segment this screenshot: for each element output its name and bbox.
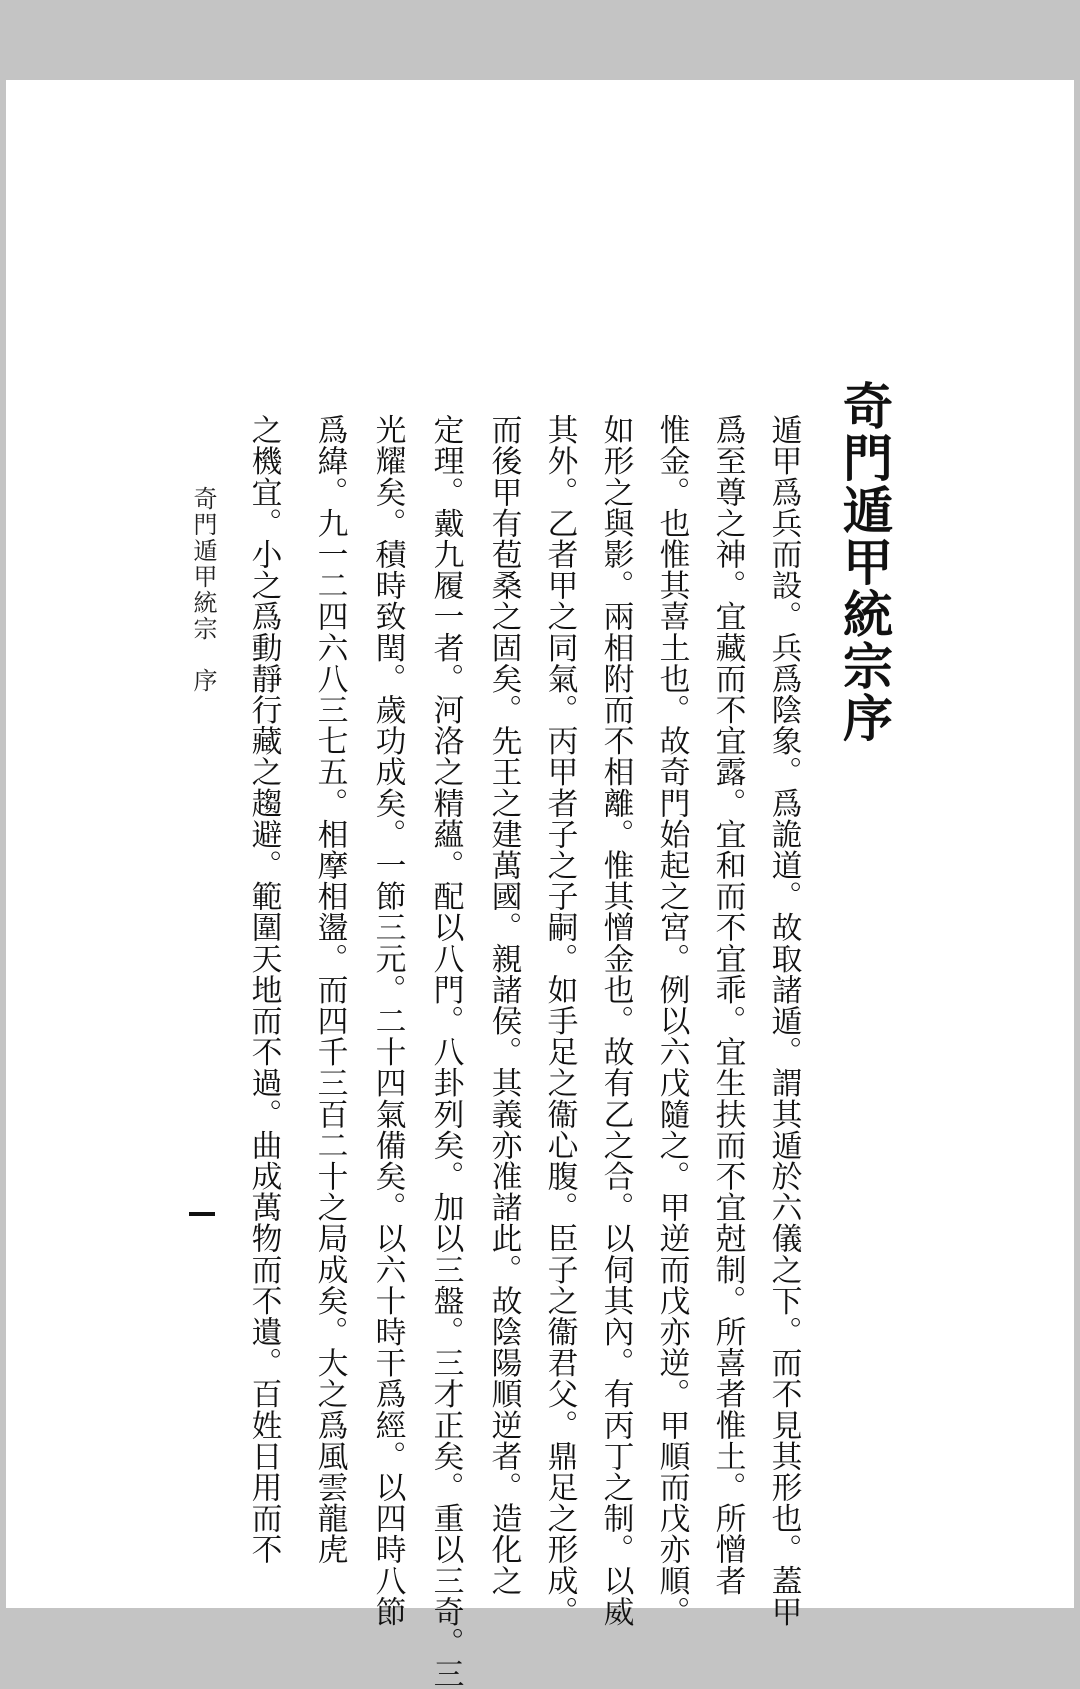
page-number (189, 1212, 215, 1216)
text-column-8: 光耀矣。積時致閏。歲功成矣。一節三元。二十四氣備矣。以六十時干爲經。以四時八節 (370, 414, 406, 1627)
page-title: 奇門遁甲統宗序 (835, 380, 894, 744)
text-column-3: 惟金。也惟其喜土也。故奇門始起之宮。例以六戊隨之。甲逆而戊亦逆。甲順而戊亦順。 (654, 414, 690, 1627)
text-column-9: 爲緯。九一二四六八三七五。相摩相盪。而四千三百二十之局成矣。大之爲風雲龍虎 (312, 414, 348, 1565)
text-column-6: 而後甲有苞桑之固矣。先王之建萬國。親諸侯。其義亦准諸此。故陰陽順逆者。造化之 (486, 414, 522, 1596)
text-column-5: 其外。乙者甲之同氣。丙甲者子之子嗣。如手足之衞心腹。臣子之衞君父。鼎足之形成。 (542, 414, 578, 1627)
text-column-2: 爲至尊之神。宜藏而不宜露。宜和而不宜乖。宜生扶而不宜尅制。所喜者惟土。所憎者 (710, 414, 746, 1596)
viewer-top-bar (0, 0, 1080, 80)
text-column-10: 之機宜。小之爲動靜行藏之趨避。範圍天地而不過。曲成萬物而不遺。百姓日用而不 (246, 414, 282, 1565)
text-column-1: 遁甲爲兵而設。兵爲陰象。爲詭道。故取諸遁。謂其遁於六儀之下。而不見其形也。蓋甲 (766, 414, 802, 1627)
running-footer: 奇門遁甲統宗 序 (189, 486, 217, 694)
text-column-7: 定理。戴九履一者。河洛之精蘊。配以八門。八卦列矣。加以三盤。三才正矣。重以三奇。三 (428, 414, 464, 1689)
text-column-4: 如形之與影。兩相附而不相離。惟其憎金也。故有乙之合。以伺其內。有丙丁之制。以威 (598, 414, 634, 1627)
document-page (6, 80, 1074, 1689)
